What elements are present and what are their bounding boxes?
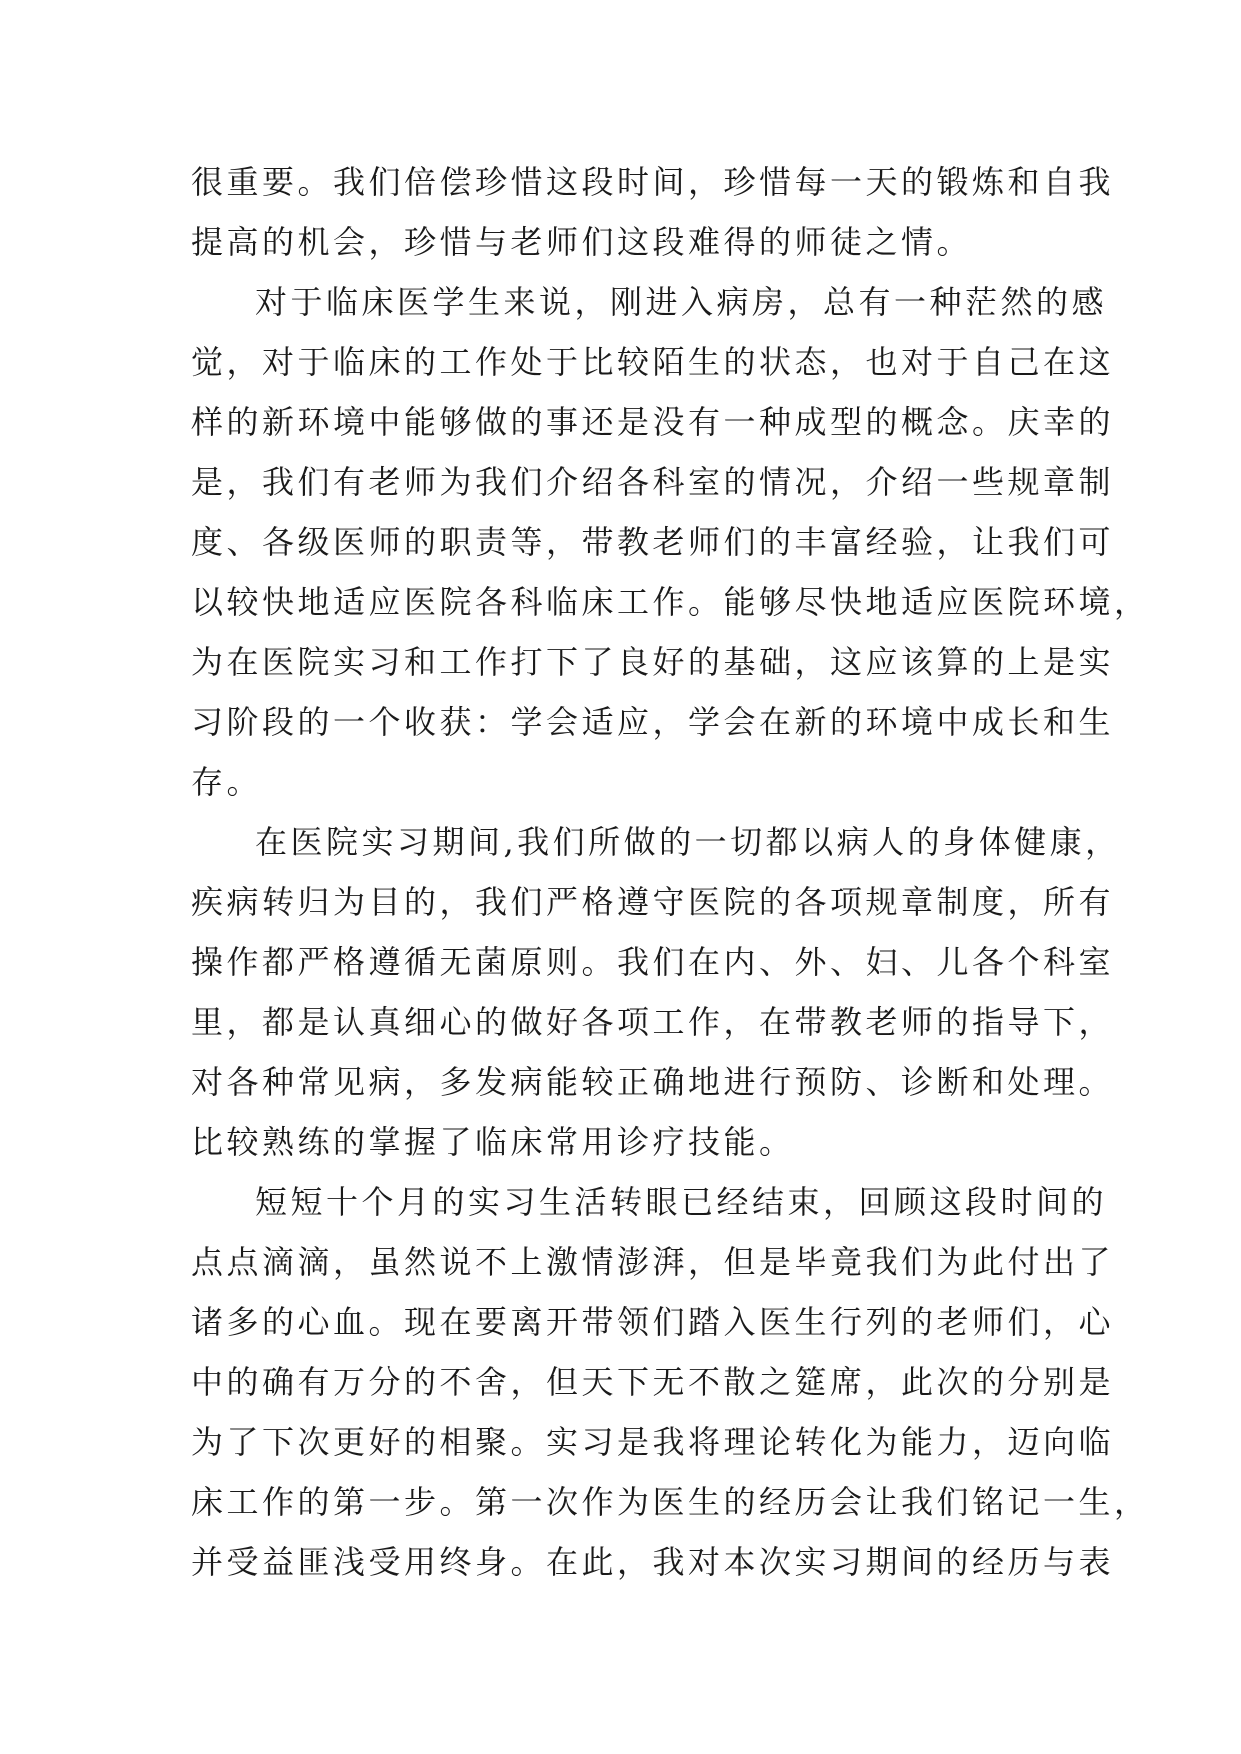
text-line: 存。	[191, 763, 263, 801]
text-line: 很重要。我们倍偿珍惜这段时间，珍惜每一天的锻炼和自我	[191, 163, 1115, 201]
text-line: 觉，对于临床的工作处于比较陌生的状态，也对于自己在这	[191, 343, 1115, 381]
text-line: 疾病转归为目的，我们严格遵守医院的各项规章制度，所有	[191, 883, 1115, 921]
text-line: 提高的机会，珍惜与老师们这段难得的师徒之情。	[191, 223, 973, 261]
text-line: 操作都严格遵循无菌原则。我们在内、外、妇、儿各个科室	[191, 943, 1115, 981]
text-line: 是，我们有老师为我们介绍各科室的情况，介绍一些规章制	[191, 463, 1115, 501]
text-line: 点点滴滴，虽然说不上激情澎湃，但是毕竟我们为此付出了	[191, 1243, 1115, 1281]
text-line: 以较快地适应医院各科临床工作。能够尽快地适应医院环境，	[191, 583, 1150, 621]
text-line: 习阶段的一个收获：学会适应，学会在新的环境中成长和生	[191, 703, 1115, 741]
text-line: 诸多的心血。现在要离开带领们踏入医生行列的老师们，心	[191, 1303, 1115, 1341]
text-line: 对各种常见病，多发病能较正确地进行预防、诊断和处理。	[191, 1063, 1115, 1101]
text-line: 里，都是认真细心的做好各项工作，在带教老师的指导下，	[191, 1003, 1115, 1041]
text-line: 中的确有万分的不舍，但天下无不散之筵席，此次的分别是	[191, 1363, 1115, 1401]
paragraph-start-line: 短短十个月的实习生活转眼已经结束，回顾这段时间的	[255, 1183, 1108, 1221]
text-line: 比较熟练的掌握了临床常用诊疗技能。	[191, 1123, 795, 1161]
text-line: 样的新环境中能够做的事还是没有一种成型的概念。庆幸的	[191, 403, 1115, 441]
text-line: 并受益匪浅受用终身。在此，我对本次实习期间的经历与表	[191, 1543, 1115, 1581]
text-line: 为了下次更好的相聚。实习是我将理论转化为能力，迈向临	[191, 1423, 1115, 1461]
text-line: 度、各级医师的职责等，带教老师们的丰富经验，让我们可	[191, 523, 1115, 561]
paragraph-start-line: 对于临床医学生来说，刚进入病房，总有一种茫然的感	[255, 283, 1108, 321]
paragraph-start-line: 在医院实习期间,我们所做的一切都以病人的身体健康，	[255, 823, 1121, 861]
text-line: 为在医院实习和工作打下了良好的基础，这应该算的上是实	[191, 643, 1115, 681]
text-line: 床工作的第一步。第一次作为医生的经历会让我们铭记一生，	[191, 1483, 1150, 1521]
